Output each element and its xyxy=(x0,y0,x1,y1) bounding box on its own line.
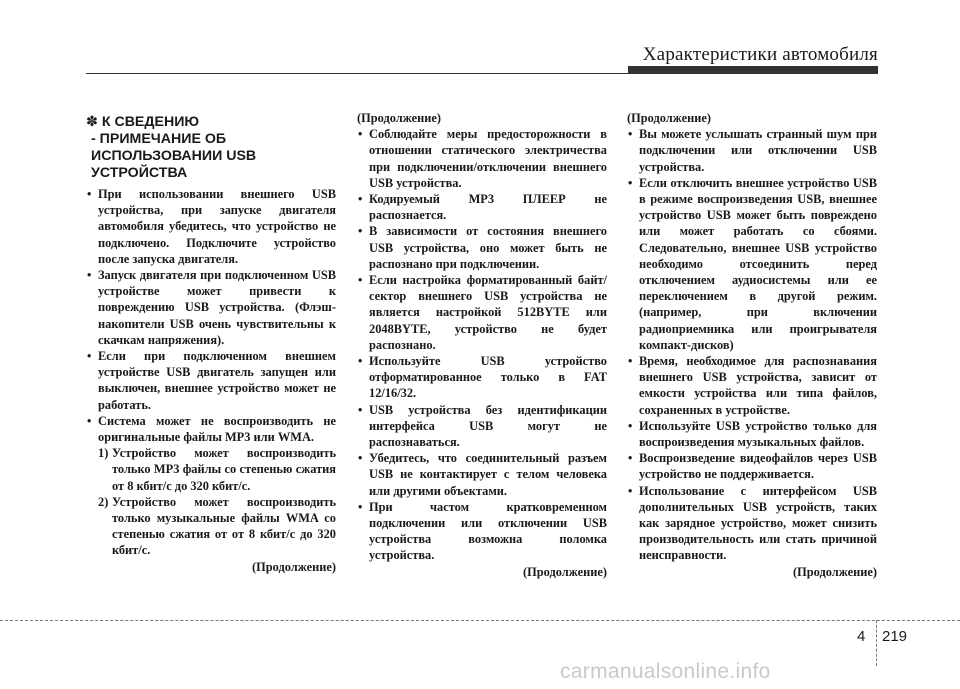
continued-label: (Продолжение) xyxy=(252,559,336,574)
list-item xyxy=(86,267,336,348)
bullet-icon: • xyxy=(628,175,633,190)
list-item-text: При использовании внешнего USB устройства, при запуске двигателя автомобиля убедитесь, что устройство не подключено. Подключите устройство после запуска двигателя. xyxy=(98,187,336,266)
list-item-text: Вы можете услышать странный шум при подключении или отключении USB устройства. xyxy=(639,127,877,174)
continued-label: (Продолжение) xyxy=(627,111,711,125)
bullet-icon: • xyxy=(628,483,633,498)
numbered-subitem xyxy=(86,494,336,559)
section-subheading xyxy=(86,131,336,182)
list-item-text: Использование с интерфейсом USB дополнительных USB устройств, таких как зарядное устройство, может снизить производительность или стать причиной неисправности. xyxy=(639,483,877,563)
list-item-text: Воспроизведение видеофайлов через USB устройство не поддерживается. xyxy=(639,451,877,482)
footer-vertical-divider xyxy=(876,620,877,666)
subheading-line: - ПРИМЕЧАНИЕ ОБ xyxy=(91,131,227,147)
bullet-icon: • xyxy=(87,349,92,364)
subitem-text: Устройство может воспроизводить только MP3 файлы со степенью сжатия от 8 кбит/с до 320 кбит/с. xyxy=(112,446,336,493)
text-column-3 xyxy=(627,110,877,580)
subitem-number: 2) xyxy=(98,494,109,509)
continued-label: (Продолжение) xyxy=(523,564,607,579)
text-column-2 xyxy=(357,110,607,580)
list-item xyxy=(86,413,336,445)
list-item xyxy=(357,402,607,451)
list-item xyxy=(357,223,607,272)
bullet-icon: • xyxy=(628,127,633,142)
list-item-text: Соблюдайте меры предосторожности в отношении статического электричества при подключении/отключении внешнего USB устройства. xyxy=(369,127,607,190)
list-item-text: Убедитесь, что соединительный разъем USB не контактирует с телом человека или другими объектами. xyxy=(369,451,607,498)
list-item xyxy=(627,126,877,175)
page-number: 219 xyxy=(882,628,908,645)
bullet-icon: • xyxy=(628,418,633,433)
watermark: carmanualsonline.info xyxy=(560,660,771,683)
list-item-text: Используйте USB устройство только для воспроизведения музыкальных файлов. xyxy=(639,418,877,450)
list-item xyxy=(627,175,877,353)
list-item xyxy=(86,186,336,267)
text-column-1 xyxy=(86,110,336,575)
list-item xyxy=(357,353,607,402)
header-rule xyxy=(86,73,878,74)
list-item-text: В зависимости от состояния внешнего USB устройства, оно может быть не распознано при подключении. xyxy=(369,224,607,271)
section-heading xyxy=(86,114,336,131)
list-item xyxy=(627,353,877,418)
bullet-icon: • xyxy=(87,187,92,201)
list-item xyxy=(86,348,336,413)
bullet-icon: • xyxy=(358,402,363,417)
numbered-subitem xyxy=(86,445,336,494)
list-item-text: Если настройка форматированный байт/сектор внешнего USB устройства не является настройкой 512BYTE или 2048BYTE, устройство не будет распознано. xyxy=(369,273,607,352)
list-item-text: При частом кратковременном подключении или отключении USB устройства возможна поломка устройства. xyxy=(369,499,607,563)
list-item-text: USB устройства без идентификации интерфейса USB могут не распознаваться. xyxy=(369,402,607,450)
list-item xyxy=(627,450,877,482)
bullet-icon: • xyxy=(628,451,633,466)
list-item-text: Запуск двигателя при подключенном USB устройстве может привести к повреждению USB устройства. (Флэш-накопители USB очень чувствительны к скачкам напряжения). xyxy=(98,268,336,347)
chapter-number: 4 xyxy=(857,628,866,645)
bullet-icon: • xyxy=(628,354,633,369)
list-item-text: Кодируемый MP3 ПЛЕЕР не распознается. xyxy=(369,192,607,223)
bullet-icon: • xyxy=(358,354,363,369)
list-item xyxy=(357,450,607,499)
list-item-text: Если при подключенном внешнем устройстве USB двигатель запущен или выключен, внешнее устройство может не работать. xyxy=(98,349,336,412)
page-header-title: Характеристики автомобиля xyxy=(642,44,878,65)
subitem-text: Устройство может воспроизводить только музыкальные файлы WMA со степенью сжатия от от 8 кбит/с до 320 кбит/с. xyxy=(112,494,336,558)
header-rule-accent xyxy=(628,66,878,73)
list-item-text: Используйте USB устройство отформатированное только в FAT 12/16/32. xyxy=(369,354,607,401)
subitem-number: 1) xyxy=(98,446,109,461)
list-item-text: Время, необходимое для распознавания внешнего USB устройства, зависит от емкости устройства или типа файлов, сохраненных в устройстве. xyxy=(639,354,877,417)
list-item xyxy=(627,483,877,564)
subheading-line: ИСПОЛЬЗОВАНИИ USB xyxy=(91,148,257,164)
asterisk-icon: ✽ xyxy=(86,114,98,130)
bullet-icon: • xyxy=(358,224,363,239)
continued-label: (Продолжение) xyxy=(793,564,877,579)
list-item xyxy=(357,126,607,191)
list-item xyxy=(357,499,607,564)
bullet-icon: • xyxy=(358,273,363,288)
list-item xyxy=(627,418,877,450)
bullet-icon: • xyxy=(358,499,363,514)
bullet-icon: • xyxy=(358,127,363,142)
footer-divider xyxy=(0,620,960,621)
bullet-icon: • xyxy=(358,451,363,466)
list-item xyxy=(357,191,607,223)
section-heading-text: К СВЕДЕНИЮ xyxy=(101,114,200,130)
bullet-icon: • xyxy=(358,192,363,207)
bullet-icon: • xyxy=(87,268,92,283)
list-item-text: Система может не воспроизводить не оригинальные файлы MP3 или WMA. xyxy=(98,413,336,445)
continued-label: (Продолжение) xyxy=(357,111,441,125)
list-item xyxy=(357,272,607,353)
bullet-icon: • xyxy=(87,413,92,428)
list-item-text: Если отключить внешнее устройство USB в режиме воспроизведения USB, внешнее устройство USB может быть повреждено или может работать со сбоями. Следовательно, внешнее USB устройство необходимо отсоединить перед отключением аудиосистемы или ее переключением в другой режим. (например, при включении радиоприемника или проигрывателя компакт-дисков) xyxy=(639,175,877,352)
subheading-line: УСТРОЙСТВА xyxy=(91,165,188,181)
